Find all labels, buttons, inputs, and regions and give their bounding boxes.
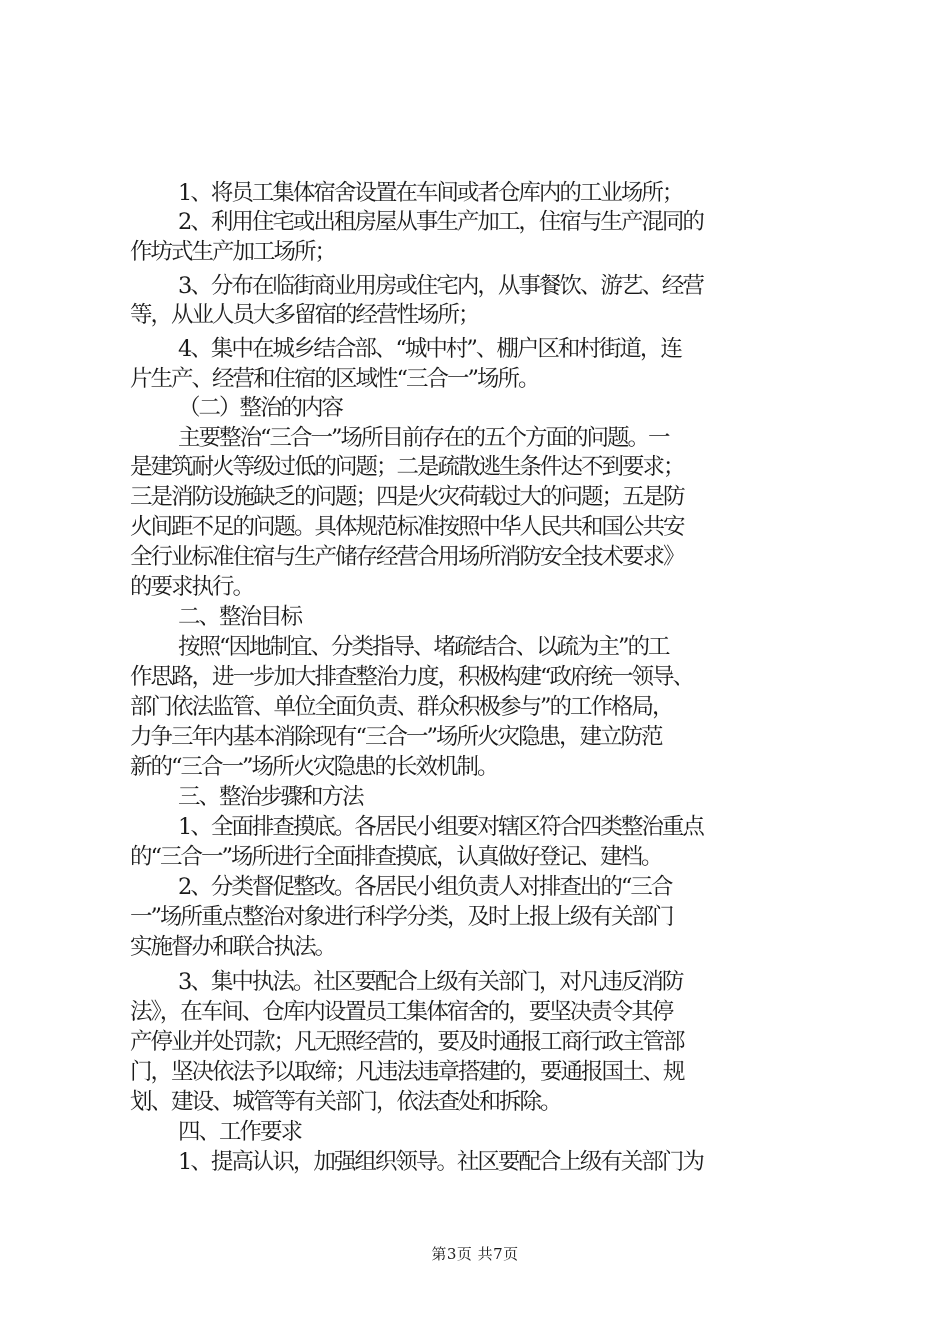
text-line: 实施督办和联合执法。 — [130, 934, 336, 960]
text-line: 划、建设、城管等有关部门，依法查处和拆除。 — [130, 1089, 561, 1115]
section-heading: 二、整治目标 — [178, 604, 302, 630]
text-line: 三是消防设施缺乏的问题；四是火灾荷载过大的问题；五是防 — [130, 484, 684, 510]
text-line: 主要整治“三合一”场所目前存在的五个方面的问题。一 — [178, 425, 669, 451]
text-line: 1、将员工集体宿舍设置在车间或者仓库内的工业场所； — [178, 180, 683, 206]
text-line: 是建筑耐火等级过低的问题；二是疏散逃生条件达不到要求； — [130, 454, 684, 480]
text-line: 的“三合一”场所进行全面排查摸底，认真做好登记、建档。 — [130, 844, 662, 870]
text-line: 力争三年内基本消除现有“三合一”场所火灾隐患，建立防范 — [130, 724, 662, 750]
text-line: 新的“三合一”场所火灾隐患的长效机制。 — [130, 754, 498, 780]
text-line: 门，坚决依法予以取缔；凡违法违章搭建的，要通报国土、规 — [130, 1059, 684, 1085]
text-line: 全行业标准住宿与生产储存经营合用场所消防安全技术要求》 — [130, 544, 684, 570]
text-line: 4、集中在城乡结合部、“城中村”、棚户区和村街道，连 — [178, 336, 681, 362]
section-heading: 四、工作要求 — [178, 1119, 302, 1145]
text-line: 1、全面排查摸底。各居民小组要对辖区符合四类整治重点 — [178, 814, 703, 840]
section-heading: （二）整治的内容 — [178, 395, 343, 421]
text-line: 1、提高认识，加强组织领导。社区要配合上级有关部门为 — [178, 1149, 703, 1175]
page-number-footer: 第3页 共7页 — [431, 1245, 519, 1263]
text-line: 火间距不足的问题。具体规范标准按照中华人民共和国公共安 — [130, 514, 684, 540]
text-line: 等，从业人员大多留宿的经营性场所； — [130, 302, 479, 328]
section-heading: 三、整治步骤和方法 — [178, 784, 363, 810]
text-line: 按照“因地制宜、分类指导、堵疏结合、以疏为主”的工 — [178, 634, 669, 660]
text-line: 片生产、经营和住宿的区域性“三合一”场所。 — [130, 366, 539, 392]
text-line: 一”场所重点整治对象进行科学分类，及时上报上级有关部门 — [130, 904, 673, 930]
text-line: 3、分布在临街商业用房或住宅内，从事餐饮、游艺、经营 — [178, 273, 703, 299]
text-line: 部门依法监管、单位全面负责、群众积极参与”的工作格局， — [130, 694, 673, 720]
text-line: 2、分类督促整改。各居民小组负责人对排查出的“三合 — [178, 874, 672, 900]
text-line: 2、利用住宅或出租房屋从事生产加工，住宿与生产混同的 — [178, 209, 703, 235]
text-line: 3、集中执法。社区要配合上级有关部门，对凡违反消防 — [178, 969, 683, 995]
text-line: 作思路，进一步加大排查整治力度，积极构建“政府统一领导、 — [130, 664, 694, 690]
text-line: 作坊式生产加工场所； — [130, 239, 336, 265]
text-line: 的要求执行。 — [130, 574, 254, 600]
text-line: 法》，在车间、仓库内设置员工集体宿舍的，要坚决责令其停 — [130, 999, 673, 1025]
text-line: 产停业并处罚款；凡无照经营的，要及时通报工商行政主管部 — [130, 1029, 684, 1055]
